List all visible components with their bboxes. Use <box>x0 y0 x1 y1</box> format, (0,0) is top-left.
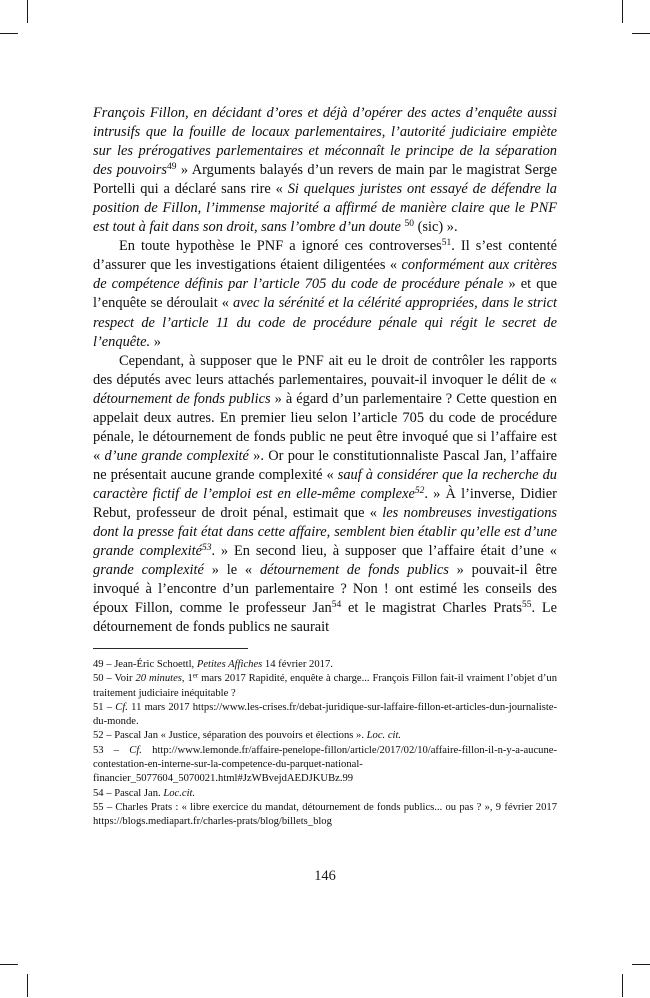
footnote-entry <box>93 672 557 701</box>
footnote-reference-marker: 55 <box>521 600 532 611</box>
italic-run: Loc. cit. <box>366 730 402 742</box>
page-text-block <box>93 104 557 637</box>
crop-mark-top-right-horizontal <box>632 33 650 34</box>
body-paragraph <box>93 237 557 351</box>
italic-run: détournement de fonds publics <box>259 562 449 579</box>
text-run: . Le détournement de fonds publics ne saurait <box>93 600 557 636</box>
text-run: 49 – Jean-Éric Schoettl, <box>93 659 197 670</box>
italic-run: sauf à considérer que la recherche du caractère fictif de l’emploi est en elle-même complexe <box>93 466 557 502</box>
italic-run: Loc.cit. <box>163 787 196 799</box>
text-run: 54 – Pascal Jan. <box>93 787 164 799</box>
body-text <box>93 104 557 637</box>
footnote-reference-marker: 54 <box>331 600 342 611</box>
italic-run: conformément aux critères de compétence définis par l’article 705 du code de procédure pénale <box>93 257 557 293</box>
text-run: » et que l’enquête se déroulait « <box>93 276 557 312</box>
footnote-entry <box>93 787 557 801</box>
crop-mark-top-left-horizontal <box>0 33 18 34</box>
italic-run: grande complexité <box>93 562 204 579</box>
text-run: 50 – Voir <box>93 673 136 685</box>
text-run: ». Or pour le constitutionnaliste Pascal Jan, l’affaire ne présentait aucune grande complexité « <box>93 447 558 483</box>
text-run: mars 2017 Rapidité, enquête à charge... François Fillon fait-il vraiment l’objet d’un traitement judiciaire inéquitable ? <box>93 673 558 699</box>
crop-mark-bottom-left-horizontal <box>0 964 18 965</box>
text-run: En toute hypothèse le PNF a ignoré ces controverses <box>119 238 442 255</box>
text-run: Cependant, à supposer que le PNF ait eu le droit de contrôler les rapports des députés avec leurs attachés parlementaires, pouvait-il invoquer le délit de « <box>93 352 557 388</box>
text-run: 51 – <box>93 701 116 713</box>
crop-mark-top-right-vertical <box>622 0 623 23</box>
text-run: » pouvait-il être invoqué à l’encontre d’un parlementaire ? Non ! ont estimé les conseils des époux Fillon, comme le professeur Jan <box>93 562 557 617</box>
italic-run: François Fillon, en décidant d’ores et déjà d’opérer des actes d’enquête aussi intrusifs que la fouille de locaux parlementaires, l’autorité judiciaire empiète sur les prérogatives parlementaires et méconnaît le principe de la séparation des pouvoirs <box>93 105 557 179</box>
text-run: http://www.lemonde.fr/affaire-penelope-fillon/article/2017/02/10/affaire-fillon-il-n-y-a-aucune-contestation-en-interne-sur-la-competence-du-parquet-national-financier_5077604_5070021.html#JzWBvejdAEDJKUBz.99 <box>93 744 557 785</box>
text-run: 11 mars 2017 https://www.les-crises.fr/debat-juridique-sur-laffaire-fillon-et-articles-dun-journaliste-du-monde. <box>93 701 557 728</box>
text-run: » le « <box>203 562 260 579</box>
crop-mark-top-left-vertical <box>27 0 28 23</box>
italic-run: Cf. <box>129 744 142 756</box>
text-run: . » En second lieu, à supposer que l’affaire était d’une « <box>211 543 557 560</box>
italic-run: Si quelques juristes ont essayé de défendre la position de Fillon, l’immense majorité a affirmé de manière claire que le PNF est tout à fait dans son droit, sans l’ombre d’un doute <box>93 181 557 236</box>
footnote-reference-marker: 50 <box>404 219 415 230</box>
crop-mark-bottom-left-vertical <box>27 974 28 997</box>
text-run: » <box>150 333 161 350</box>
italic-run: Petites Affiches <box>196 659 263 670</box>
footnote-entry <box>93 729 557 743</box>
crop-mark-bottom-right-horizontal <box>632 964 650 965</box>
text-run: » Arguments balayés d’un revers de main par le magistrat Serge Portelli qui a déclaré sans rire « <box>93 162 557 198</box>
italic-run: 20 minutes <box>135 673 182 685</box>
text-run: 14 février 2017. <box>262 659 333 670</box>
italic-run: Cf. <box>115 701 128 713</box>
footnote-reference-marker: 53 <box>201 543 212 554</box>
footnote-entry <box>93 744 557 787</box>
text-run: (sic) ». <box>414 219 458 236</box>
text-run: et le magistrat Charles Prats <box>341 600 522 617</box>
footnote-entry <box>93 658 557 672</box>
text-run: . Il s’est contenté d’assurer que les investigations étaient diligentées « <box>93 238 557 274</box>
footnote-list <box>93 658 557 830</box>
text-run: , 1 <box>181 673 193 685</box>
italic-run: d’une grande complexité <box>104 447 249 464</box>
footnote-reference-marker: 51 <box>441 238 452 249</box>
body-paragraph <box>93 352 557 638</box>
text-run: 55 – Charles Prats : « libre exercice du mandat, détournement de fonds publics... ou pas ? », 9 février 2017 https://blogs.mediapart.fr/charles-prats/blog/billets_blog <box>93 801 557 828</box>
text-run: 53 – <box>93 744 130 756</box>
page-number: 146 <box>314 868 336 884</box>
body-paragraph <box>93 104 557 237</box>
footnote-reference-marker: 52 <box>414 486 425 496</box>
italic-run: détournement de fonds publics <box>93 390 271 407</box>
crop-mark-bottom-right-vertical <box>622 974 623 997</box>
italic-run: les nombreuses investigations dont la presse fait état dans cette affaire, semblent bien établir qu’elle est d’une grande complexité <box>93 504 558 560</box>
text-run: » à égard d’un parlementaire ? Cette question en appelait deux autres. En premier lieu selon l’article 705 du code de procédure pénale, le détournement de fonds public ne peut être invoqué que si l’affaire est « <box>93 390 557 464</box>
footnote-reference-marker: er <box>192 671 199 680</box>
footnote-entry <box>93 801 557 830</box>
text-run: 52 – Pascal Jan « Justice, séparation des pouvoirs et élections ». <box>93 730 367 742</box>
text-run: . » À l’inverse, Didier Rebut, professeur de droit pénal, estimait que « <box>93 485 557 521</box>
footnote-reference-marker: 49 <box>166 162 177 173</box>
footnote-separator-rule <box>93 648 248 649</box>
footnote-entry <box>93 701 557 730</box>
italic-run: avec la sérénité et la célérité appropriées, dans le strict respect de l’article 11 du code de procédure pénale qui régit le secret de l’enquête. <box>93 295 557 350</box>
footnote-block <box>93 648 557 830</box>
